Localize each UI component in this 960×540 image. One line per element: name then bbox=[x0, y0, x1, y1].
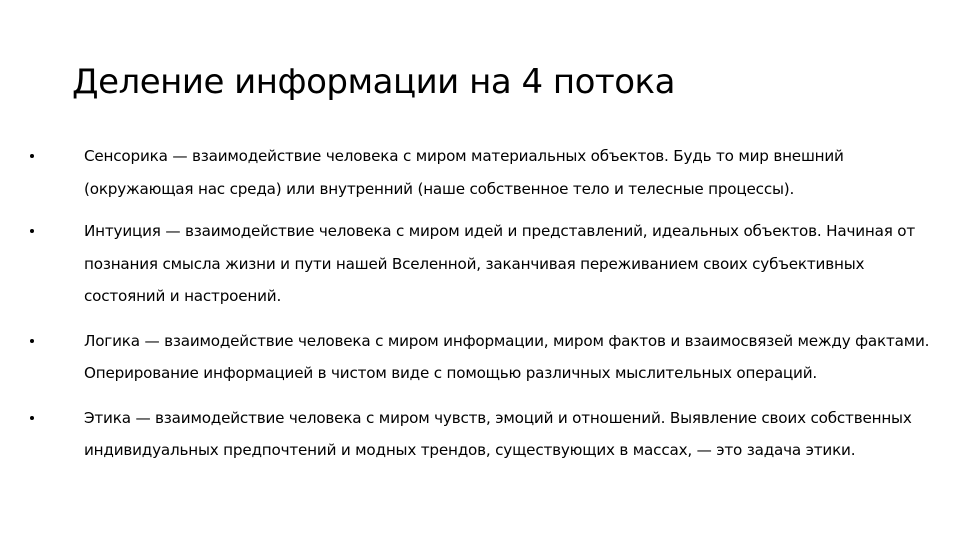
item-term: Интуиция bbox=[84, 222, 161, 240]
list-item-sensorics bbox=[30, 140, 930, 205]
list-item-intuition bbox=[30, 215, 930, 313]
item-term: Сенсорика bbox=[84, 147, 168, 165]
bullet-icon bbox=[30, 229, 34, 233]
item-term: Этика bbox=[84, 408, 131, 427]
bullet-list bbox=[30, 140, 930, 477]
item-text: — взаимодействие человека с миром идей и представлений, идеальных объектов. Начиная от познания смысла жизни и пути нашей Вселенной, заканчивая переживанием своих субъективных состояний и настроений. bbox=[84, 222, 916, 305]
bullet-icon bbox=[30, 416, 34, 420]
bullet-icon bbox=[30, 154, 34, 158]
list-item-ethics bbox=[30, 402, 930, 467]
item-text: — взаимодействие человека с миром информации, миром фактов и взаимосвязей между фактами. Оперирование информацией в чистом виде с помощью различных мыслительных операций. bbox=[84, 331, 930, 382]
item-term: Логика bbox=[84, 331, 140, 350]
slide-title: Деление информации на 4 потока bbox=[72, 62, 675, 102]
list-item-logic bbox=[30, 325, 930, 390]
item-text: — взаимодействие человека с миром материальных объектов. Будь то мир внешний (окружающая нас среда) или внутренний (наше собственное тело и телесные процессы). bbox=[84, 147, 844, 198]
bullet-icon bbox=[30, 339, 34, 343]
item-text: — взаимодействие человека с миром чувств, эмоций и отношений. Выявление своих собственных индивидуальных предпочтений и модных трендов, существующих в массах, — это задача этики. bbox=[84, 408, 912, 459]
